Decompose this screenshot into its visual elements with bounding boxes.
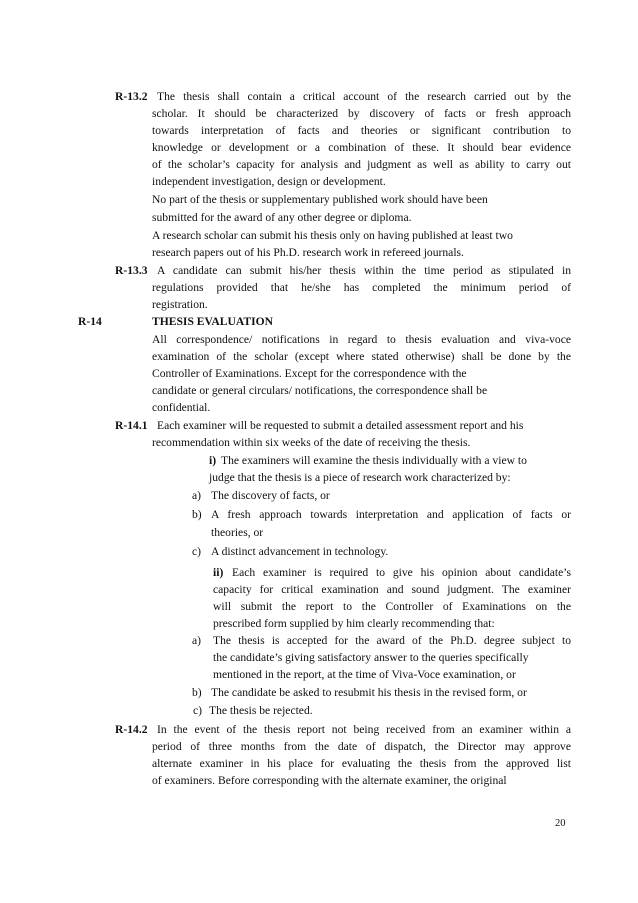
r13-2-line: towards interpretation of facts and theories or significant contribution to [152, 124, 571, 137]
item-text: the candidate’s giving satisfactory answer to the queries specifically [213, 651, 529, 664]
r13-2-line: independent investigation, design or development. [152, 175, 386, 188]
item-marker: c) [192, 545, 202, 558]
r13-3-text: A candidate can submit his/her thesis within the time period as stipulated in [157, 264, 571, 277]
item-i-label: i) [209, 454, 217, 467]
r13-3-line: regulations provided that he/she has completed the minimum period of [152, 281, 571, 294]
item-i-text: The examiners will examine the thesis individually with a view to [221, 454, 527, 467]
item-ii-text: Each examiner is required to give his opinion about candidate’s [232, 566, 571, 579]
r14-2-text: In the event of the thesis report not being received from an examiner within a [157, 723, 571, 736]
r14-2-line: of examiners. Before corresponding with the alternate examiner, the original [152, 774, 507, 787]
page-number: 20 [555, 818, 566, 829]
section-title: THESIS EVALUATION [152, 315, 274, 328]
item-text: The discovery of facts, or [211, 489, 330, 502]
r14-line: All correspondence/ notifications in regard to thesis evaluation and viva-voce [152, 333, 571, 346]
r14-line: Controller of Examinations. Except for the correspondence with the [152, 367, 467, 380]
r13-2-p3-line: A research scholar can submit his thesis only on having published at least two [152, 229, 513, 242]
item-marker: a) [192, 489, 202, 502]
r14-line: candidate or general circulars/ notifications, the correspondence shall be [152, 384, 488, 397]
item-text: mentioned in the report, at the time of Viva-Voce examination, or [213, 668, 516, 681]
r14-1-label: R-14.1 [115, 419, 148, 432]
r13-2-line: knowledge or development or a combination of these. It should bear evidence [152, 141, 571, 154]
item-text: A fresh approach towards interpretation and application of facts or [211, 508, 571, 521]
r13-2-p3-line: research papers out of his Ph.D. research work in refereed journals. [152, 246, 464, 259]
item-ii-line: capacity for critical examination and sound judgment. The examiner [213, 583, 571, 596]
r14-line: confidential. [152, 401, 211, 414]
item-i-line2: judge that the thesis is a piece of research work characterized by: [209, 471, 511, 484]
item-marker: b) [192, 686, 202, 699]
item-text: A distinct advancement in technology. [211, 545, 389, 558]
item-text: The thesis be rejected. [209, 704, 313, 717]
r13-2-text: The thesis shall contain a critical account of the research carried out by the [157, 90, 571, 103]
item-ii-label: ii) [213, 566, 224, 579]
r14-line: examination of the scholar (except where stated otherwise) shall be done by the [152, 350, 571, 363]
item-marker: a) [192, 634, 202, 647]
r14-2-line: alternate examiner in his place for evaluating the thesis from the approved list [152, 757, 571, 770]
r13-2-p2-line: submitted for the award of any other degree or diploma. [152, 211, 412, 224]
r14-label: R-14 [78, 315, 102, 328]
r14-1-text: Each examiner will be requested to submit a detailed assessment report and his [157, 419, 524, 432]
r13-2-line: scholar. It should be characterized by discovery of facts or fresh approach [152, 107, 571, 120]
item-marker: b) [192, 508, 202, 521]
item-ii-line: will submit the report to the Controller of Examinations on the [213, 600, 571, 613]
r13-3-label: R-13.3 [115, 264, 148, 277]
r13-3-line: registration. [152, 298, 208, 311]
item-text: The candidate be asked to resubmit his thesis in the revised form, or [211, 686, 527, 699]
r14-2-line: period of three months from the date of dispatch, the Director may approve [152, 740, 571, 753]
item-marker: c) [193, 704, 203, 717]
r13-2-label: R-13.2 [115, 90, 148, 103]
r13-2-p2-line: No part of the thesis or supplementary published work should have been [152, 193, 488, 206]
item-text: The thesis is accepted for the award of the Ph.D. degree subject to [213, 634, 571, 647]
r13-2-line: of the scholar’s capacity for analysis and judgment as well as ability to carry out [152, 158, 571, 171]
r14-1-line2: recommendation within six weeks of the date of receiving the thesis. [152, 436, 471, 449]
item-ii-line: prescribed form supplied by him clearly recommending that: [213, 617, 495, 630]
item-text: theories, or [211, 526, 264, 539]
r14-2-label: R-14.2 [115, 723, 148, 736]
